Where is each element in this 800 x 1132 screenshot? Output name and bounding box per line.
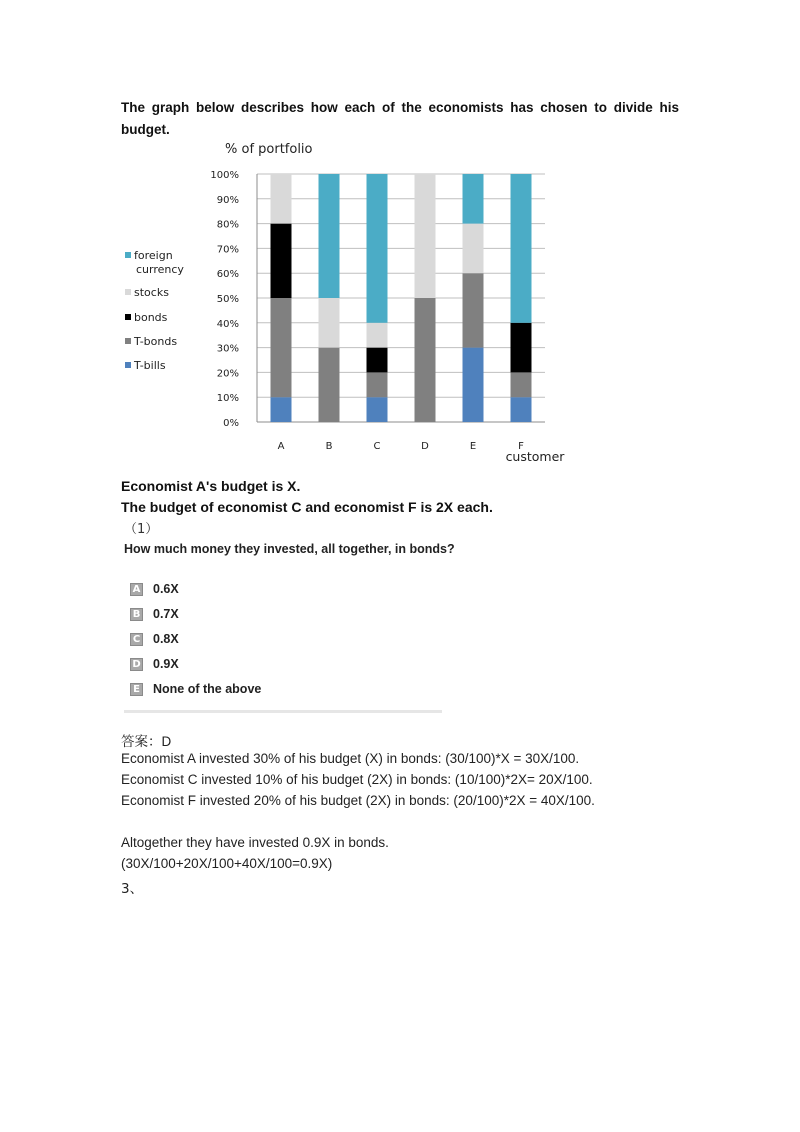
legend-label-stocks: stocks — [134, 286, 169, 299]
bar-F-t-bonds — [511, 372, 532, 397]
legend-swatch-t-bonds — [125, 338, 131, 344]
bar-C-bonds — [367, 348, 388, 373]
x-tick-label: E — [469, 441, 477, 452]
option-c[interactable] — [130, 631, 179, 647]
bar-A-stocks — [271, 174, 292, 224]
explanation-line-c: Economist C invested 10% of his budget (2X) in bonds: (10/100)*2X= 20X/100. — [121, 772, 593, 787]
option-a[interactable] — [130, 581, 179, 597]
bar-E-t-bills — [463, 348, 484, 422]
bar-E-foreign-currency — [463, 174, 484, 224]
x-tick-label: C — [373, 441, 381, 452]
y-tick-label: 50% — [216, 294, 239, 305]
legend-swatch-stocks — [125, 289, 131, 295]
bar-B-t-bonds — [319, 348, 340, 422]
y-tick-label: 100% — [210, 170, 239, 181]
question-text: How much money they invested, all together, in bonds? — [124, 542, 455, 556]
legend-label-foreign-currency: currency — [136, 263, 184, 276]
option-d-letter-box: D — [130, 658, 143, 671]
bar-E-t-bonds — [463, 273, 484, 347]
legend-label-t-bills: T-bills — [134, 359, 166, 372]
x-axis-label: customer — [505, 449, 565, 464]
legend-label-bonds: bonds — [134, 311, 168, 324]
option-c-letter-box: C — [130, 633, 143, 646]
option-e-letter-box: E — [130, 683, 143, 696]
bar-F-bonds — [511, 323, 532, 373]
bar-D-t-bonds — [415, 298, 436, 422]
option-a-letter-box: A — [130, 583, 143, 596]
answer-label: 答案：D — [121, 734, 172, 749]
legend-swatch-t-bills — [125, 362, 131, 368]
option-e[interactable] — [130, 681, 261, 697]
option-b[interactable] — [130, 606, 179, 622]
y-tick-label: 40% — [216, 318, 239, 330]
explanation-sum: (30X/100+20X/100+40X/100=0.9X) — [121, 856, 333, 871]
y-tick-label: 90% — [216, 194, 239, 206]
legend-swatch-foreign-currency — [125, 252, 131, 258]
question-divider — [124, 710, 442, 713]
y-tick-label: 10% — [216, 393, 239, 405]
y-tick-label: 60% — [216, 269, 239, 281]
given-line-2: The budget of economist C and economist F is 2X each. — [121, 499, 493, 515]
y-tick-label: 30% — [216, 343, 239, 355]
chart-title: % of portfolio — [225, 142, 313, 157]
legend-label-t-bonds: T-bonds — [134, 335, 178, 348]
question-number: （1） — [124, 522, 159, 537]
bar-F-t-bills — [511, 397, 532, 422]
option-c-text: 0.8X — [153, 632, 179, 646]
explanation-total: Altogether they have invested 0.9X in bonds. — [121, 835, 389, 850]
bar-E-stocks — [463, 224, 484, 274]
y-tick-label: 0% — [223, 418, 239, 429]
option-d-text: 0.9X — [153, 657, 179, 671]
bar-C-stocks — [367, 323, 388, 348]
intro-text: The graph below describes how each of the economists has chosen to divide his budget. — [121, 100, 679, 137]
bar-A-t-bills — [271, 397, 292, 422]
x-tick-label: B — [325, 441, 333, 452]
bar-D-stocks — [415, 174, 436, 298]
explanation-line-a: Economist A invested 30% of his budget (X) in bonds: (30/100)*X = 30X/100. — [121, 751, 580, 766]
legend-label-foreign-currency: foreign — [134, 249, 173, 262]
bar-B-foreign-currency — [319, 174, 340, 298]
bar-B-stocks — [319, 298, 340, 348]
y-tick-label: 80% — [216, 219, 239, 231]
next-question-number: 3、 — [121, 881, 144, 897]
bar-C-t-bills — [367, 397, 388, 422]
y-tick-label: 70% — [216, 244, 239, 256]
stacked-bar-chart — [105, 135, 575, 470]
x-tick-label: A — [277, 441, 285, 452]
option-e-text: None of the above — [153, 682, 262, 696]
legend-swatch-bonds — [125, 314, 131, 320]
option-a-text: 0.6X — [153, 582, 179, 596]
option-b-text: 0.7X — [153, 607, 179, 621]
bar-A-bonds — [271, 224, 292, 298]
option-d[interactable] — [130, 656, 179, 672]
x-tick-label: F — [518, 441, 524, 452]
given-line-1: Economist A's budget is X. — [121, 478, 301, 494]
bar-C-foreign-currency — [367, 174, 388, 323]
explanation-line-f: Economist F invested 20% of his budget (2X) in bonds: (20/100)*2X = 40X/100. — [121, 793, 595, 808]
bar-C-t-bonds — [367, 372, 388, 397]
option-b-letter-box: B — [130, 608, 143, 621]
bar-F-foreign-currency — [511, 174, 532, 323]
y-tick-label: 20% — [216, 368, 239, 380]
x-tick-label: D — [421, 441, 429, 452]
bar-A-t-bonds — [271, 298, 292, 397]
